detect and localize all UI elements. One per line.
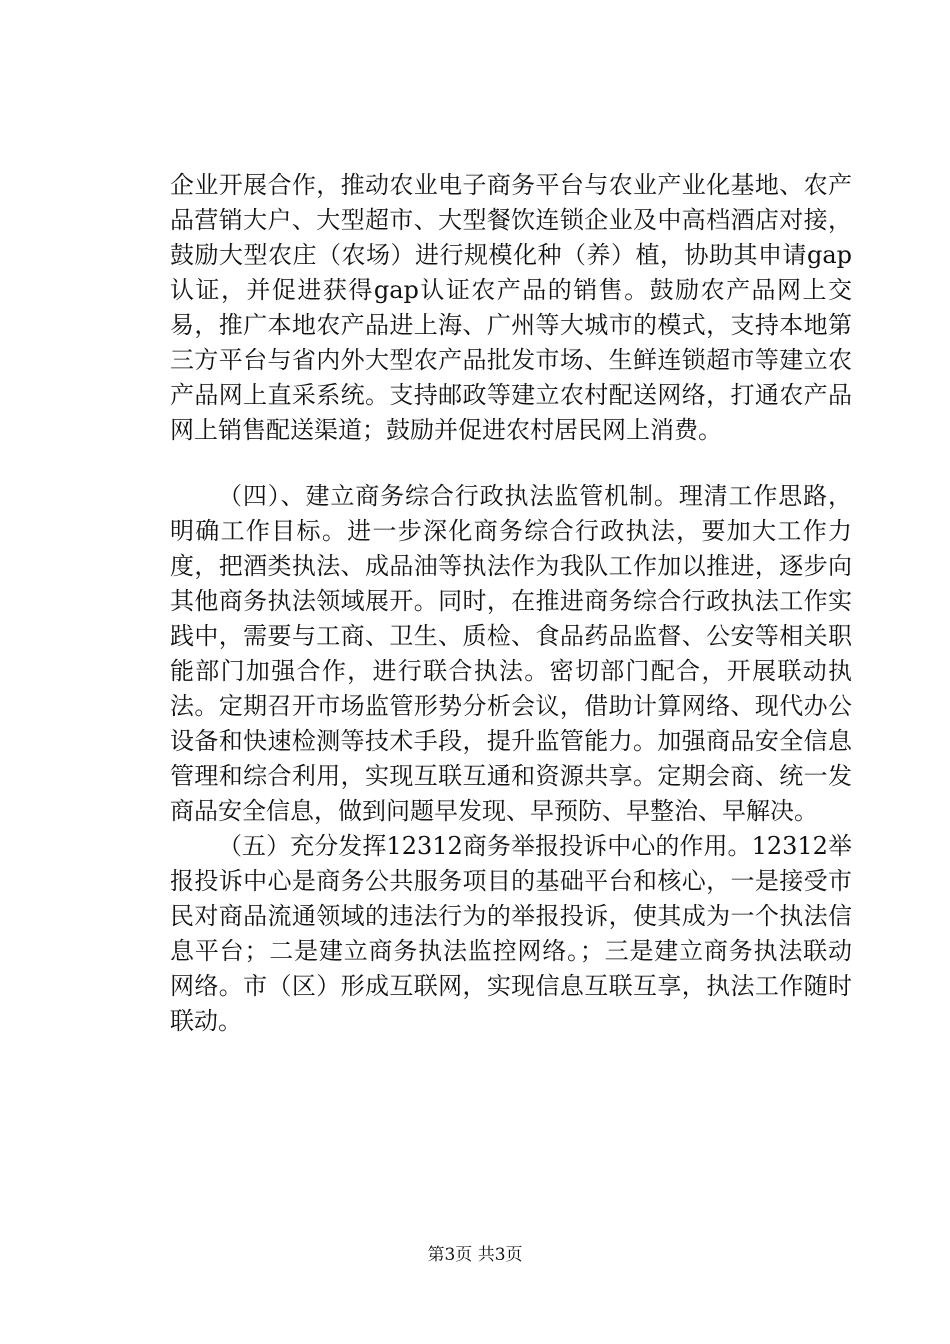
paragraph-spacer (170, 448, 852, 479)
paragraph-section-five: （五）充分发挥12312商务举报投诉中心的作用。12312举报投诉中心是商务公共服务项目的基础平台和核心，一是接受市民对商品流通领域的违法行为的举报投诉，使其成为一个执法信息平台；二是建立商务执法监控网络。；三是建立商务执法联动网络。市（区）形成互联网，实现信息互联互享，执法工作随时联动。 (170, 832, 852, 1035)
page-number: 第3页 共3页 (427, 1245, 523, 1265)
document-body (170, 168, 852, 1039)
paragraph-section-four: （四）、建立商务综合行政执法监管机制。理清工作思路，明确工作目标。进一步深化商务综合行政执法，要加大工作力度，把酒类执法、成品油等执法作为我队工作加以推进，逐步向其他商务执法领域展开。同时，在推进商务综合行政执法工作实践中，需要与工商、卫生、质检、食品药品监督、公安等相关职能部门加强合作，进行联合执法。密切部门配合，开展联动执法。定期召开市场监管形势分析会议，借助计算网络、现代办公设备和快速检测等技术手段，提升监管能力。加强商品安全信息管理和综合利用，实现互联互通和资源共享。定期会商、统一发商品安全信息，做到问题早发现、早预防、早整治、早解决。 (170, 482, 852, 825)
page-footer (0, 1244, 950, 1266)
paragraph-ecommerce: 企业开展合作，推动农业电子商务平台与农业产业化基地、农产品营销大户、大型超市、大型餐饮连锁企业及中高档酒店对接，鼓励大型农庄（农场）进行规模化种（养）植，协助其申请gap认证，并促进获得gap认证农产品的销售。鼓励农产品网上交易，推广本地农产品进上海、广州等大城市的模式，支持本地第三方平台与省内外大型农产品批发市场、生鲜连锁超市等建立农产品网上直采系统。支持邮政等建立农村配送网络，打通农产品网上销售配送渠道；鼓励并促进农村居民网上消费。 (170, 171, 852, 444)
